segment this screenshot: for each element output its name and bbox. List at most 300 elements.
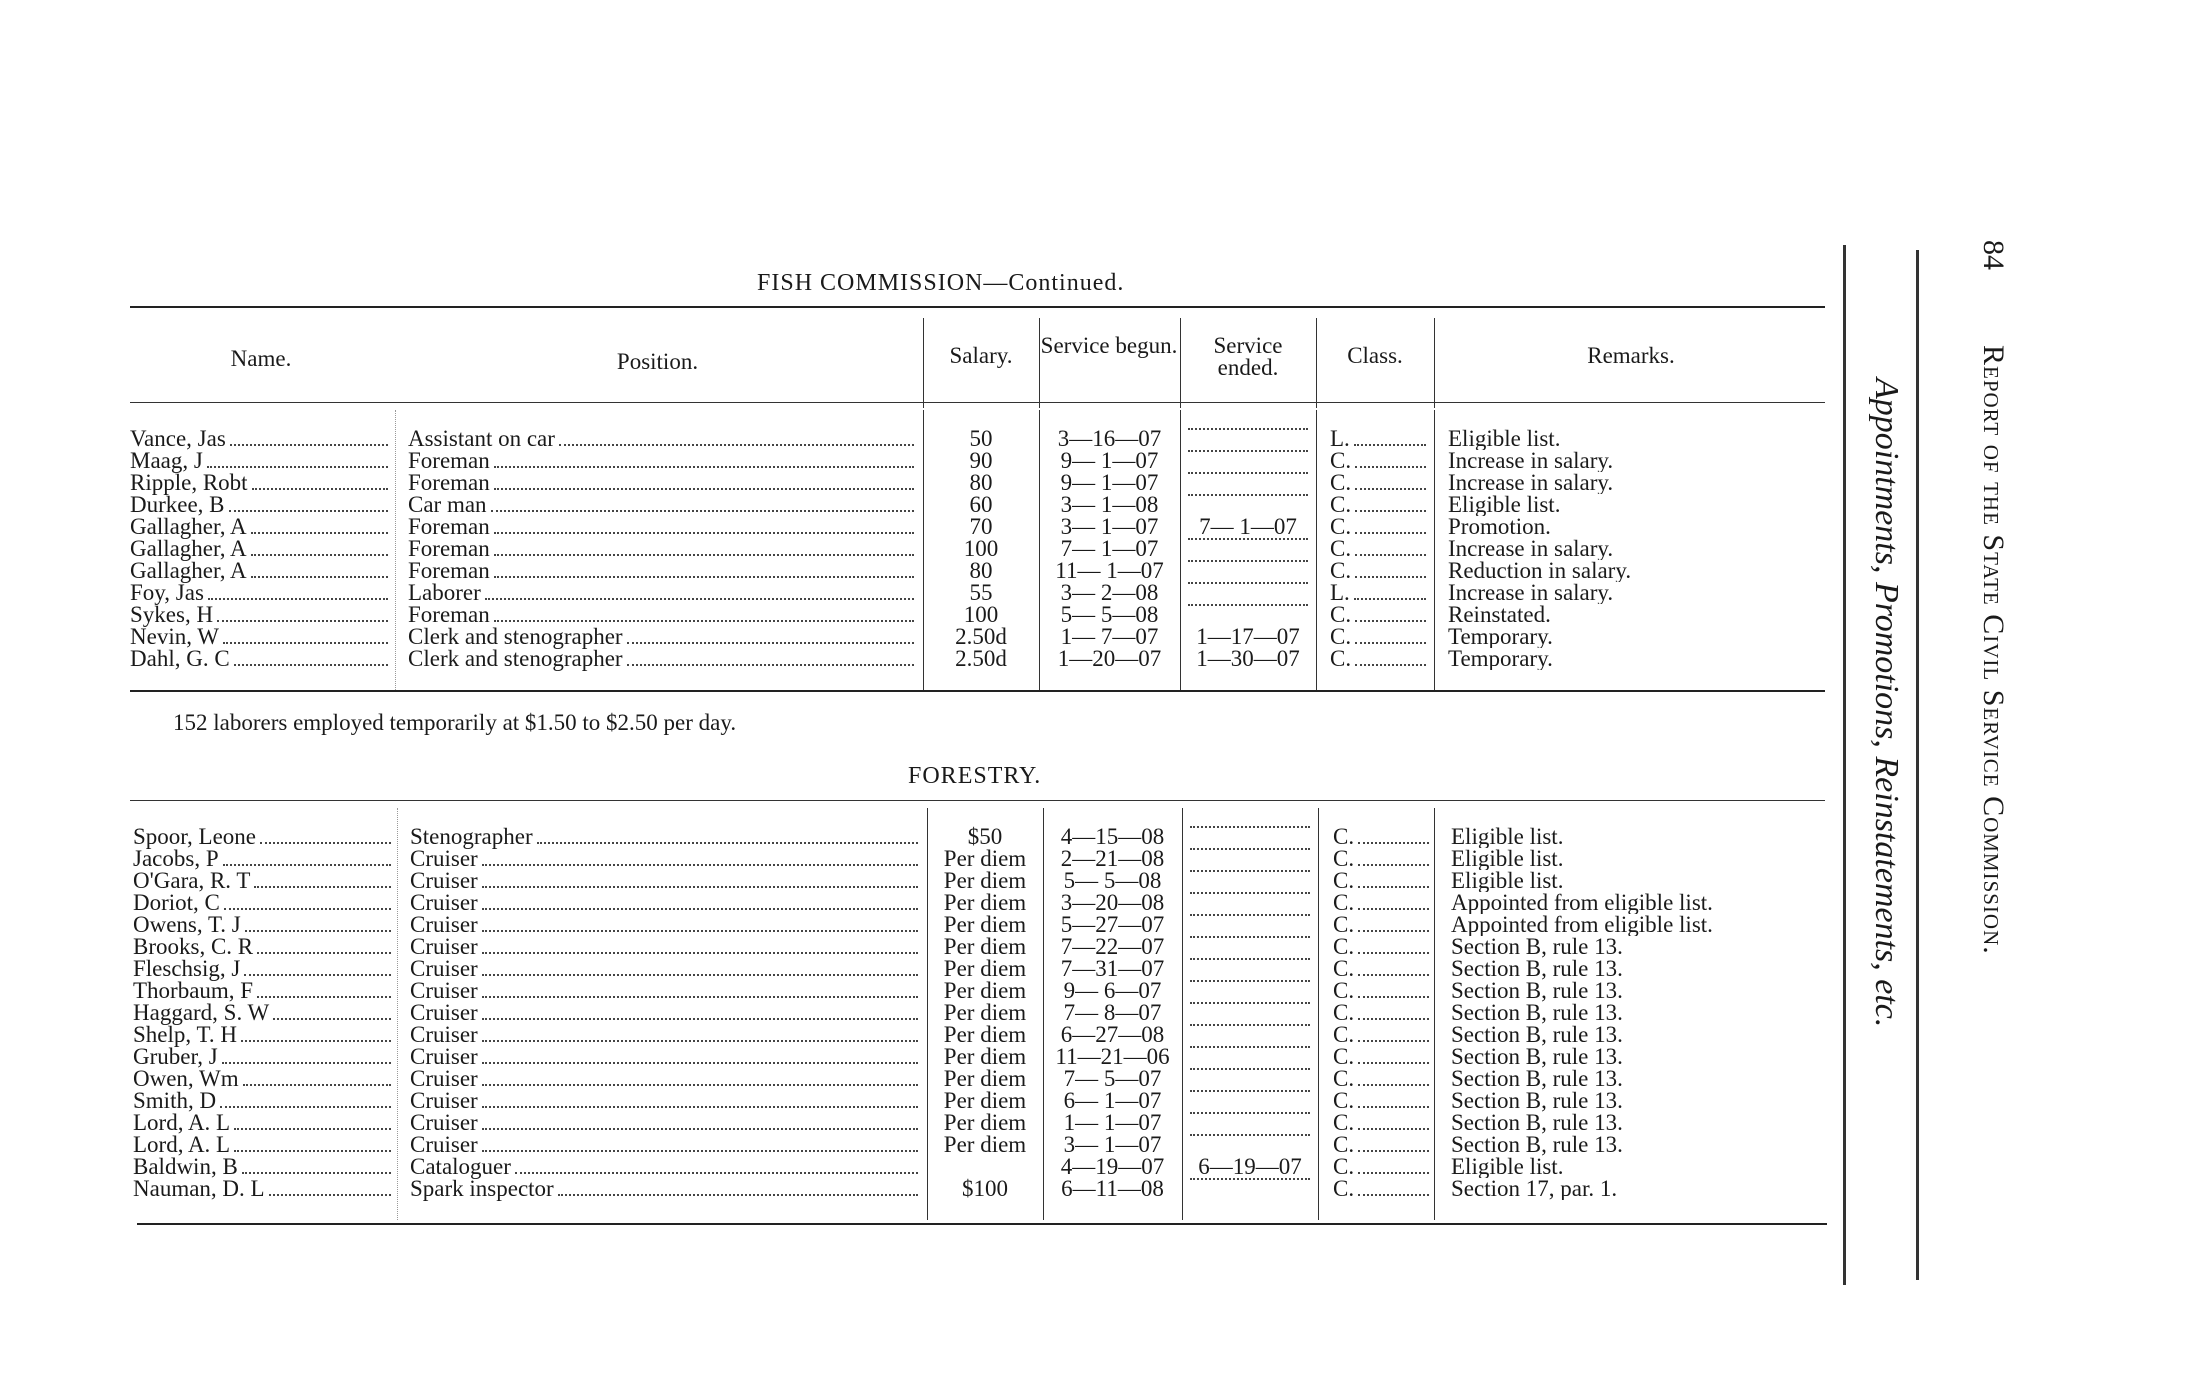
row-position — [408, 472, 918, 495]
row-class-text: C. — [1333, 936, 1355, 959]
row-remarks-text: Appointed from eligible list. — [1451, 892, 1713, 914]
row-position — [410, 1134, 922, 1157]
row-position-text: Clerk and stenographer — [408, 626, 623, 649]
dot-leader — [494, 576, 914, 578]
row-salary-text: 100 — [963, 604, 999, 626]
header-col-sep — [1180, 318, 1181, 408]
row-service-begun-text: 3— 1—08 — [1060, 494, 1159, 516]
row-position-text: Clerk and stenographer — [408, 648, 623, 671]
row-name — [133, 1090, 395, 1113]
row-position-text: Cruiser — [410, 958, 478, 981]
row-service-begun — [1041, 560, 1178, 582]
row-service-ended-text: 7— 1—07 — [1199, 516, 1297, 538]
row-class — [1333, 870, 1433, 893]
forestry-col-rule — [1434, 808, 1435, 1220]
row-remarks-text: Section B, rule 13. — [1451, 1002, 1623, 1024]
dot-leader — [1358, 1062, 1429, 1064]
row-salary — [929, 914, 1041, 936]
row-remarks — [1448, 538, 1828, 560]
dot-leader — [223, 864, 391, 866]
row-remarks — [1451, 848, 1831, 870]
row-service-ended-empty — [1186, 1178, 1314, 1185]
dot-leader — [1358, 996, 1429, 998]
dot-leader — [515, 1172, 918, 1174]
row-service-ended-empty — [1186, 1090, 1314, 1097]
row-remarks-text: Eligible list. — [1451, 1156, 1564, 1178]
row-service-ended-empty — [1184, 428, 1312, 435]
row-class-text: C. — [1333, 1090, 1355, 1113]
fish-col-rule — [1316, 410, 1317, 690]
row-position — [410, 1068, 922, 1091]
row-salary-text: 100 — [963, 538, 999, 560]
row-position-text: Cruiser — [410, 1112, 478, 1135]
row-name-text: Nauman, D. L — [133, 1178, 265, 1201]
row-salary — [929, 1068, 1041, 1090]
row-position-text: Foreman — [408, 604, 490, 627]
row-service-begun-text: 5—27—07 — [1060, 914, 1165, 936]
row-name — [130, 450, 392, 473]
row-service-begun — [1041, 494, 1178, 516]
row-service-begun — [1045, 1002, 1180, 1024]
row-class — [1330, 560, 1430, 583]
row-class-text: C. — [1330, 604, 1352, 627]
dot-leader — [1355, 488, 1426, 490]
row-salary-text: 80 — [969, 560, 993, 582]
row-name — [133, 1068, 395, 1091]
row-name — [130, 516, 392, 539]
row-position — [410, 870, 922, 893]
row-service-ended — [1184, 516, 1312, 538]
row-salary — [929, 1002, 1041, 1024]
dot-leader — [1355, 532, 1426, 534]
row-name — [133, 914, 395, 937]
row-service-ended-text: 1—30—07 — [1196, 648, 1300, 670]
row-service-begun — [1041, 582, 1178, 604]
row-position-text: Cruiser — [410, 1002, 478, 1025]
row-remarks — [1451, 1024, 1831, 1046]
row-salary — [929, 1134, 1041, 1156]
row-position-text: Cruiser — [410, 1046, 478, 1069]
dot-leader — [482, 1018, 918, 1020]
fish-bottom-rule — [130, 690, 1825, 692]
row-salary — [925, 472, 1037, 494]
row-service-begun — [1045, 1068, 1180, 1090]
row-remarks-text: Section B, rule 13. — [1451, 958, 1623, 980]
row-remarks — [1448, 472, 1828, 494]
row-position — [410, 1112, 922, 1135]
dot-leader — [537, 842, 918, 844]
dot-leader — [1190, 1134, 1310, 1136]
row-class-text: C. — [1333, 1134, 1355, 1157]
row-remarks — [1451, 1002, 1831, 1024]
row-class — [1333, 826, 1433, 849]
row-salary — [929, 1112, 1041, 1134]
dot-leader — [1355, 576, 1426, 578]
row-service-begun — [1045, 1090, 1180, 1112]
row-service-begun — [1045, 870, 1180, 892]
forestry-col-rule — [397, 808, 398, 1220]
dot-leader — [230, 444, 388, 446]
row-service-begun — [1041, 428, 1178, 450]
row-name — [133, 892, 395, 915]
row-remarks — [1451, 1134, 1831, 1156]
row-salary-text: Per diem — [943, 1002, 1027, 1024]
row-service-begun-text: 4—19—07 — [1060, 1156, 1165, 1178]
row-service-ended-empty — [1186, 870, 1314, 877]
row-salary — [929, 892, 1041, 914]
row-position — [410, 1024, 922, 1047]
row-remarks-text: Increase in salary. — [1448, 472, 1614, 494]
row-service-begun-text: 1—20—07 — [1057, 648, 1162, 670]
dot-leader — [494, 488, 914, 490]
row-service-begun-text: 7—31—07 — [1060, 958, 1165, 980]
row-class — [1333, 980, 1433, 1003]
dot-leader — [260, 842, 391, 844]
dot-leader — [494, 532, 914, 534]
row-position-text: Cruiser — [410, 914, 478, 937]
row-name-text: Nevin, W — [130, 626, 220, 649]
row-remarks-text: Section 17, par. 1. — [1451, 1178, 1618, 1200]
row-service-begun-text: 5— 5—08 — [1063, 870, 1162, 892]
dot-leader — [207, 466, 388, 468]
row-name-text: Baldwin, B — [133, 1156, 238, 1179]
row-name-text: Brooks, C. R — [133, 936, 254, 959]
dot-leader — [245, 930, 391, 932]
dot-leader — [1188, 604, 1308, 606]
dot-leader — [1190, 1002, 1310, 1004]
row-class — [1330, 582, 1430, 605]
row-position — [410, 826, 922, 849]
row-service-begun — [1045, 1112, 1180, 1134]
dot-leader — [559, 444, 914, 446]
row-salary — [929, 958, 1041, 980]
row-name — [130, 604, 392, 627]
row-salary-text: 60 — [969, 494, 993, 516]
row-class — [1333, 1112, 1433, 1135]
row-name — [133, 1024, 395, 1047]
row-salary-text: Per diem — [943, 1112, 1027, 1134]
row-class-text: C. — [1333, 1068, 1355, 1091]
row-service-begun — [1045, 958, 1180, 980]
row-service-ended-empty — [1186, 1134, 1314, 1141]
row-salary-text: Per diem — [943, 1068, 1027, 1090]
row-service-begun-text: 9— 6—07 — [1063, 980, 1162, 1002]
fish-header-rule — [130, 402, 1825, 403]
row-service-ended — [1184, 626, 1312, 648]
row-class-text: C. — [1333, 1156, 1355, 1179]
row-remarks — [1448, 582, 1828, 604]
row-class-text: C. — [1330, 450, 1352, 473]
row-salary-text: Per diem — [943, 848, 1027, 870]
row-salary — [929, 1046, 1041, 1068]
row-position — [408, 494, 918, 517]
row-service-ended-empty — [1186, 1112, 1314, 1119]
row-service-begun — [1045, 980, 1180, 1002]
row-position — [408, 538, 918, 561]
row-service-begun — [1041, 626, 1178, 648]
header-class: Class. — [1347, 343, 1403, 368]
dot-leader — [482, 886, 918, 888]
row-class — [1333, 1024, 1433, 1047]
row-service-ended-empty — [1186, 1002, 1314, 1009]
row-service-begun — [1041, 516, 1178, 538]
row-remarks-text: Promotion. — [1448, 516, 1551, 538]
dot-leader — [491, 510, 914, 512]
row-service-ended-empty — [1186, 936, 1314, 943]
dot-leader — [482, 864, 918, 866]
row-salary — [925, 538, 1037, 560]
row-service-ended-empty — [1186, 848, 1314, 855]
row-name — [130, 538, 392, 561]
header-col-sep — [1039, 318, 1040, 408]
dot-leader — [494, 466, 914, 468]
dot-leader — [220, 1106, 391, 1108]
row-position — [410, 1178, 922, 1201]
row-class-text: C. — [1333, 914, 1355, 937]
row-position-text: Cruiser — [410, 1090, 478, 1113]
row-remarks — [1451, 980, 1831, 1002]
dot-leader — [1358, 908, 1429, 910]
row-position — [410, 958, 922, 981]
row-service-begun-text: 3—20—08 — [1060, 892, 1165, 914]
dot-leader — [627, 664, 914, 666]
row-class — [1333, 1068, 1433, 1091]
row-position — [408, 604, 918, 627]
header-service-ended: Service ended. — [1213, 333, 1283, 380]
dot-leader — [1188, 560, 1308, 562]
row-service-begun — [1045, 936, 1180, 958]
row-position — [410, 848, 922, 871]
dot-leader — [482, 908, 918, 910]
dot-leader — [208, 598, 388, 600]
row-service-begun-text: 4—15—08 — [1060, 826, 1165, 848]
row-service-ended-empty — [1184, 604, 1312, 611]
row-salary — [925, 582, 1037, 604]
dot-leader — [1358, 886, 1429, 888]
row-name-text: Owens, T. J — [133, 914, 241, 937]
row-salary — [929, 1178, 1041, 1200]
dot-leader — [1358, 1172, 1429, 1174]
row-position-text: Foreman — [408, 516, 490, 539]
dot-leader — [241, 1040, 391, 1042]
row-class — [1330, 538, 1430, 561]
row-service-ended-empty — [1186, 1024, 1314, 1031]
row-service-ended-empty — [1184, 538, 1312, 545]
row-service-begun-text: 11—21—06 — [1055, 1046, 1170, 1068]
fish-col-rule — [1039, 410, 1040, 690]
dot-leader — [1358, 1150, 1429, 1152]
row-salary-text: 50 — [969, 428, 993, 450]
dot-leader — [242, 1172, 391, 1174]
row-service-ended — [1186, 1156, 1314, 1178]
row-service-ended-empty — [1184, 582, 1312, 589]
forestry-section-title: FORESTRY. — [908, 763, 1042, 789]
row-service-ended-empty — [1186, 1046, 1314, 1053]
row-service-begun — [1045, 848, 1180, 870]
row-position-text: Foreman — [408, 472, 490, 495]
row-class-text: C. — [1330, 516, 1352, 539]
row-remarks-text: Appointed from eligible list. — [1451, 914, 1713, 936]
row-class-text: C. — [1333, 826, 1355, 849]
forestry-col-rule — [1182, 808, 1183, 1220]
fish-col-rule — [395, 410, 396, 690]
row-service-ended-empty — [1184, 494, 1312, 501]
row-remarks — [1451, 936, 1831, 958]
row-name-text: Jacobs, P — [133, 848, 219, 871]
dot-leader — [1355, 466, 1426, 468]
row-service-begun-text: 3— 1—07 — [1063, 1134, 1162, 1156]
row-service-ended — [1184, 648, 1312, 670]
row-remarks-text: Eligible list. — [1448, 494, 1561, 516]
row-remarks — [1448, 604, 1828, 626]
row-remarks — [1451, 1156, 1831, 1178]
row-salary — [929, 980, 1041, 1002]
row-name — [133, 1156, 395, 1179]
row-class-text: C. — [1330, 648, 1352, 671]
row-service-begun — [1045, 1046, 1180, 1068]
row-name-text: Shelp, T. H — [133, 1024, 237, 1047]
row-name — [133, 870, 395, 893]
row-service-begun — [1041, 450, 1178, 472]
row-remarks-text: Eligible list. — [1448, 428, 1561, 450]
row-name — [133, 1112, 395, 1135]
row-position-text: Spark inspector — [410, 1178, 554, 1201]
dot-leader — [482, 952, 918, 954]
row-name-text: O'Gara, R. T — [133, 870, 251, 893]
row-class-text: C. — [1333, 1178, 1355, 1201]
row-class-text: C. — [1333, 1024, 1355, 1047]
dot-leader — [269, 1194, 391, 1196]
dot-leader — [257, 996, 391, 998]
row-position-text: Laborer — [408, 582, 481, 605]
row-class-text: C. — [1330, 560, 1352, 583]
dot-leader — [482, 1150, 918, 1152]
row-class — [1333, 1156, 1433, 1179]
row-name-text: Doriot, C — [133, 892, 220, 915]
row-name — [133, 1046, 395, 1069]
row-remarks — [1448, 428, 1828, 450]
row-service-begun-text: 3— 2—08 — [1060, 582, 1159, 604]
row-class-text: C. — [1333, 958, 1355, 981]
row-service-ended-empty — [1186, 958, 1314, 965]
row-name-text: Thorbaum, F — [133, 980, 254, 1003]
row-remarks — [1451, 826, 1831, 848]
dot-leader — [1358, 1018, 1429, 1020]
dot-leader — [273, 1018, 391, 1020]
row-name — [133, 958, 395, 981]
fish-col-rule — [923, 410, 924, 690]
row-name-text: Dahl, G. C — [130, 648, 230, 671]
row-class-text: L. — [1330, 582, 1350, 605]
row-class — [1330, 516, 1430, 539]
row-remarks-text: Increase in salary. — [1448, 582, 1614, 604]
row-remarks — [1451, 914, 1831, 936]
dot-leader — [482, 1062, 918, 1064]
row-position — [410, 1090, 922, 1113]
row-remarks — [1451, 870, 1831, 892]
row-position — [410, 980, 922, 1003]
row-position-text: Cruiser — [410, 892, 478, 915]
row-remarks — [1448, 560, 1828, 582]
dot-leader — [482, 1128, 918, 1130]
row-position — [408, 450, 918, 473]
dot-leader — [1190, 914, 1310, 916]
row-position-text: Cruiser — [410, 1068, 478, 1091]
row-class — [1330, 472, 1430, 495]
row-name — [133, 848, 395, 871]
dot-leader — [1188, 450, 1308, 452]
row-name-text: Smith, D — [133, 1090, 217, 1113]
dot-leader — [482, 1040, 918, 1042]
row-name — [130, 626, 392, 649]
row-position-text: Foreman — [408, 450, 490, 473]
row-service-ended-empty — [1186, 826, 1314, 833]
row-service-begun-text: 6— 1—07 — [1063, 1090, 1162, 1112]
row-position-text: Cruiser — [410, 848, 478, 871]
dot-leader — [252, 488, 388, 490]
dot-leader — [1358, 1106, 1429, 1108]
dot-leader — [494, 620, 914, 622]
dot-leader — [251, 576, 388, 578]
row-class-text: C. — [1333, 848, 1355, 871]
header-name: Name. — [230, 346, 292, 371]
dot-leader — [234, 1150, 391, 1152]
dot-leader — [1190, 1112, 1310, 1114]
row-name — [133, 980, 395, 1003]
row-class — [1333, 848, 1433, 871]
report-subtitle: Appointments, Promotions, Reinstatements, etc. — [1868, 378, 1905, 1028]
row-position-text: Car man — [408, 494, 487, 517]
dot-leader — [1190, 936, 1310, 938]
row-salary-text: Per diem — [943, 1046, 1027, 1068]
row-name — [133, 1134, 395, 1157]
row-service-ended-empty — [1184, 472, 1312, 479]
row-remarks-text: Reinstated. — [1448, 604, 1551, 626]
row-name-text: Gallagher, A — [130, 538, 247, 561]
row-position — [408, 516, 918, 539]
row-service-begun — [1045, 1024, 1180, 1046]
forestry-col-rule — [1318, 808, 1319, 1220]
row-salary-text: 2.50d — [955, 626, 1007, 648]
row-name — [133, 1002, 395, 1025]
row-position-text: Cruiser — [410, 870, 478, 893]
row-salary-text: Per diem — [943, 870, 1027, 892]
dot-leader — [1358, 864, 1429, 866]
row-name-text: Maag, J — [130, 450, 203, 473]
row-service-begun-text: 2—21—08 — [1060, 848, 1165, 870]
header-position: Position. — [616, 349, 699, 374]
row-service-begun — [1045, 892, 1180, 914]
row-class — [1333, 1090, 1433, 1113]
row-salary-text: 70 — [969, 516, 993, 538]
dot-leader — [1190, 1068, 1310, 1070]
row-service-begun — [1045, 914, 1180, 936]
row-class-text: C. — [1333, 1002, 1355, 1025]
forestry-col-rule — [927, 808, 928, 1220]
dot-leader — [1190, 1178, 1310, 1180]
dot-leader — [1190, 848, 1310, 850]
row-remarks-text: Increase in salary. — [1448, 538, 1614, 560]
row-salary-text: $100 — [962, 1178, 1008, 1200]
row-service-begun — [1041, 648, 1178, 670]
row-class — [1330, 494, 1430, 517]
dot-leader — [254, 886, 391, 888]
row-remarks — [1448, 626, 1828, 648]
row-remarks-text: Temporary. — [1448, 648, 1553, 670]
dot-leader — [1190, 1090, 1310, 1092]
row-position-text: Assistant on car — [408, 428, 555, 451]
row-service-begun-text: 7— 1—07 — [1060, 538, 1159, 560]
